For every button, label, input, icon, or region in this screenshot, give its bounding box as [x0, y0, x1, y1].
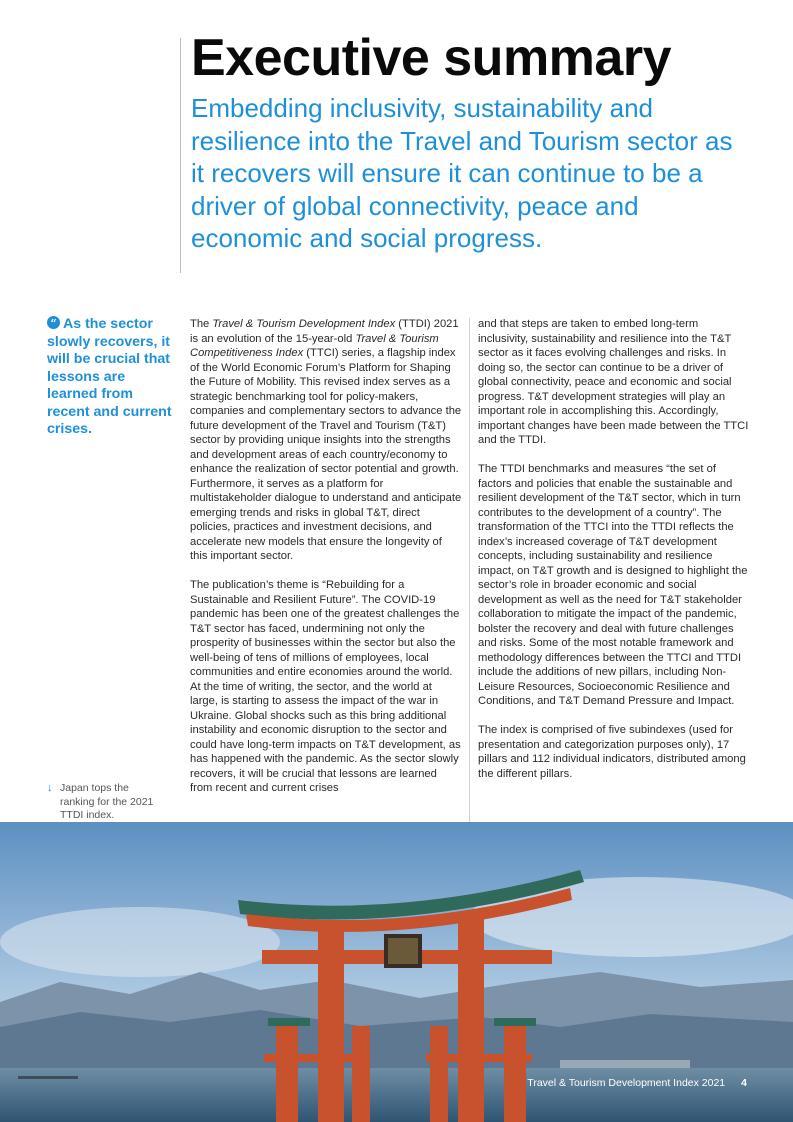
body-column-2 — [478, 317, 750, 796]
paragraph: The Travel & Tourism Development Index (TTDI) 2021 is an evolution of the 15-year-old Travel & Tourism Competitiveness Index (TTCI) series, a flagship index of the World Economic Forum’s Platform for Shaping the Future of Mobility. This revised index serves as a strategic benchmarking tool for policy-makers, companies and complementary sectors to advance the future development of the Travel and Tourism (T&T) sector by providing unique insights into the strengths and development areas of each country/economy to enhance the realization of sector potential and growth. Furthermore, it serves as a platform for multistakeholder dialogue to understand and anticipate emerging trends and risks in global T&T, direct policies, practices and investment decisions, and accelerate new models that ensure the longevity of this important sector. — [190, 318, 462, 562]
page-number: 4 — [741, 1077, 747, 1089]
report-name: Travel & Tourism Development Index 2021 — [527, 1077, 726, 1089]
paragraph: and that steps are taken to embed long-term inclusivity, sustainability and resilience into the T&T sector as it faces evolving challenges and risks. In doing so, the sector can continue to be a driver of global connectivity, peace and economic and social progress. T&T development strategies will play an important role in accomplishing this. Accordingly, important changes have been made between the TTCI and the TTDI. — [478, 318, 749, 446]
page-footer — [527, 1077, 747, 1089]
page-title: Executive summary — [191, 29, 671, 87]
paragraph: The index is comprised of five subindexes (used for presentation and categorization purposes only), 17 pillars and 112 individual indicators, distributed among the different pillars. — [478, 724, 746, 780]
pull-quote — [47, 316, 175, 439]
arrow-down-icon: ↓ — [47, 782, 53, 794]
photo-caption — [47, 782, 157, 823]
column-divider — [469, 318, 470, 822]
paragraph: The TTDI benchmarks and measures “the set of factors and policies that enable the sustainable and resilient development of the T&T sector, which in turn contributes to the development of a country”. The transformation of the TTCI into the TTDI reflects the index’s increased coverage of T&T development concepts, including sustainability and resilience impact, on T&T growth and is designed to highlight the sector’s role in broader economic and social development as well as the need for T&T stakeholder collaboration to mitigate the impact of the pandemic, bolster the recovery and deal with future challenges and risks. Some of the most notable framework and methodology differences between the TTCI and TTDI include the additions of new pillars, including Non-Leisure Resources, Socioeconomic Resilience and Conditions, and T&T Demand Pressure and Impact. — [478, 463, 748, 707]
quote-mark-icon: “ — [47, 316, 60, 329]
title-divider — [180, 38, 181, 273]
pull-quote-text: As the sector slowly recovers, it will be crucial that lessons are learned from recent and current crises. — [47, 316, 172, 437]
photo-caption-text: Japan tops the ranking for the 2021 TTDI index. — [60, 782, 154, 821]
paragraph: The publication’s theme is “Rebuilding for a Sustainable and Resilient Future”. The COVID-19 pandemic has been one of the greatest challenges the T&T sector has faced, undermining not only the prosperity of businesses within the sector but also the well-being of tens of millions of employees, local communities and entire economies around the world. At the time of writing, the sector, and the world at large, is starting to assess the impact of the war in Ukraine. Global shocks such as this bring additional instability and economic disruption to the sector and could have long-term impacts on T&T development, as has happened with the pandemic. As the sector slowly recovers, it will be crucial that lessons are learned from recent and current crises — [190, 579, 461, 794]
body-column-1 — [190, 317, 462, 810]
page-subtitle: Embedding inclusivity, sustainability and resilience into the Travel and Tourism sector as it recovers will ensure it can continue to be a driver of global connectivity, peace and economic and social progress. — [191, 93, 733, 253]
